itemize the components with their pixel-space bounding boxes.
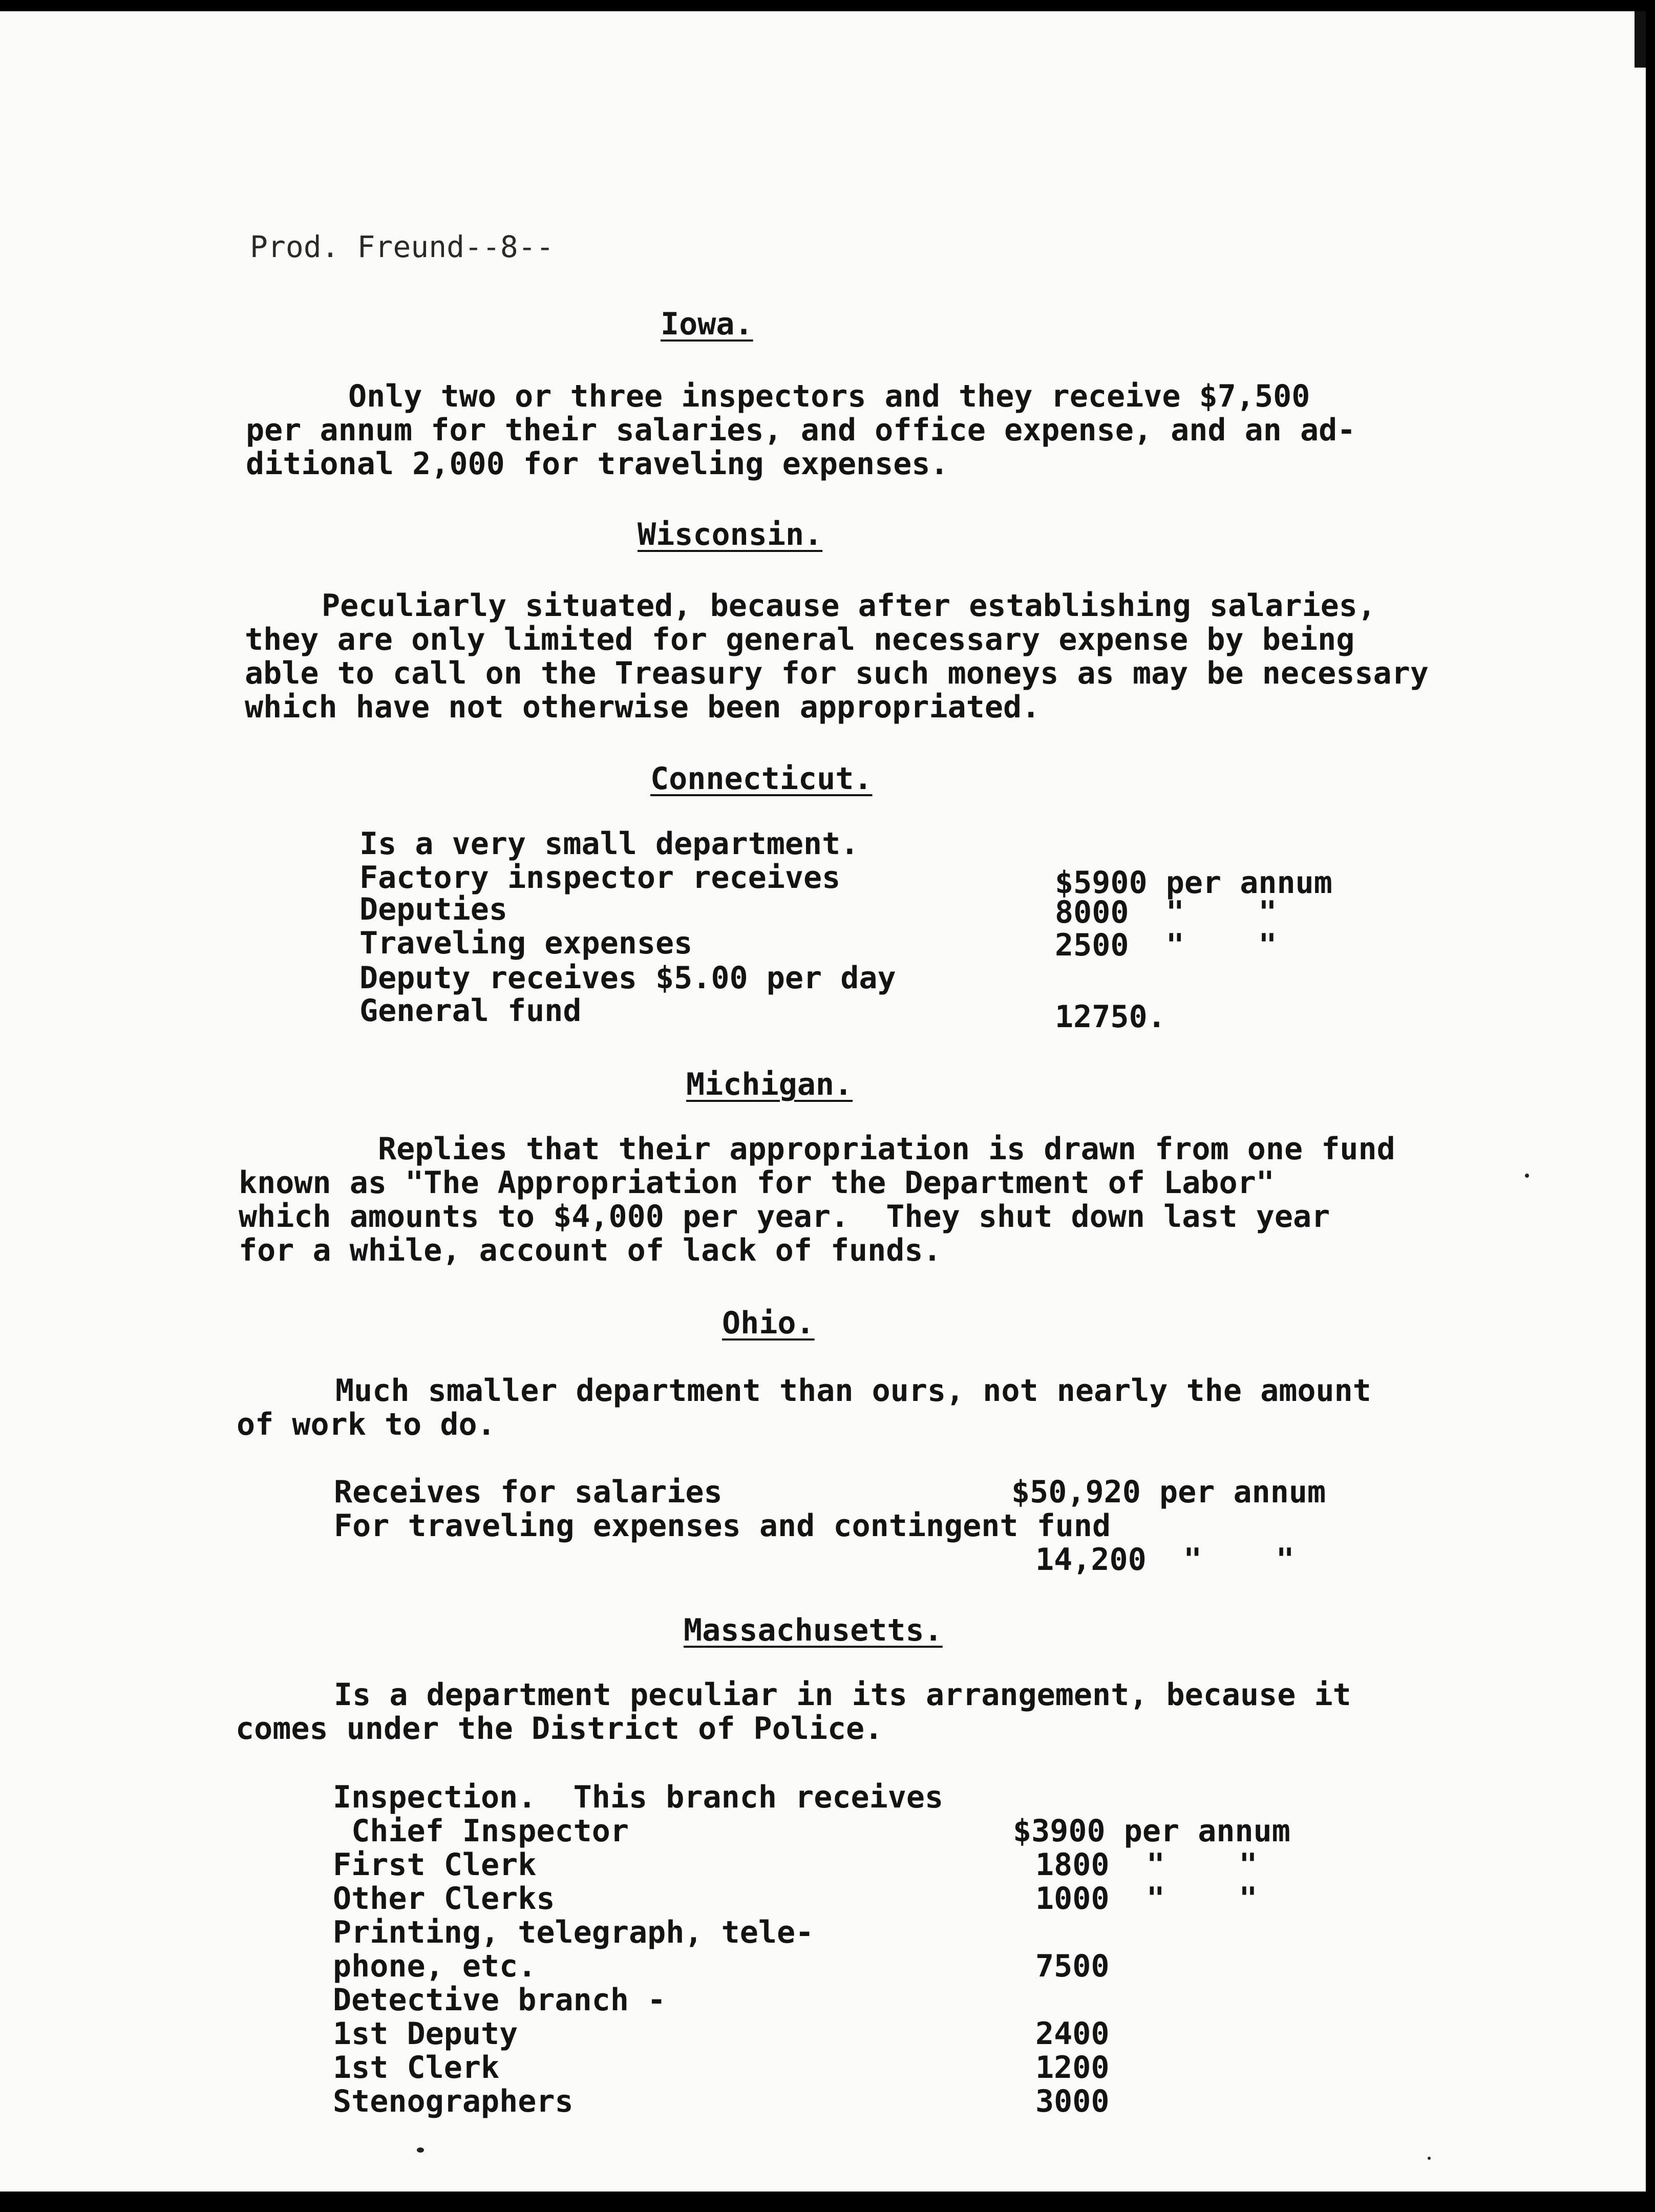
scan-corner-mark — [1635, 11, 1646, 68]
massachusetts-row-label: First Clerk — [333, 1847, 537, 1883]
massachusetts-row-label: Other Clerks — [333, 1881, 555, 1917]
massachusetts-row-label: Printing, telegraph, tele- — [333, 1915, 814, 1950]
wisconsin-line-4: which have not otherwise been appropriated. — [245, 689, 1041, 725]
ohio-row-label: Receives for salaries — [334, 1474, 723, 1510]
massachusetts-row-amount: 1800 " " — [1035, 1847, 1258, 1883]
massachusetts-row-label: 1st Clerk — [333, 2050, 500, 2086]
iowa-line-1: Only two or three inspectors and they receive $7,500 — [348, 378, 1310, 414]
connecticut-row-amount: 2500 " " — [1055, 927, 1277, 963]
connecticut-row-amount: 8000 " " — [1055, 895, 1277, 930]
wisconsin-line-1: Peculiarly situated, because after establishing salaries, — [322, 588, 1376, 624]
ohio-line-1: Much smaller department than ours, not nearly the amount — [335, 1373, 1371, 1409]
michigan-line-2: known as "The Appropriation for the Department of Labor" — [239, 1165, 1275, 1201]
scan-speck — [417, 2147, 424, 2153]
massachusetts-row-label: Detective branch - — [333, 1982, 666, 2018]
massachusetts-row-amount: 2400 — [1035, 2016, 1110, 2052]
massachusetts-line-2: comes under the District of Police. — [236, 1711, 883, 1747]
scan-speck — [1525, 1174, 1529, 1178]
iowa-line-3: ditional 2,000 for traveling expenses. — [246, 446, 949, 482]
connecticut-row-amount: 12750. — [1055, 999, 1166, 1035]
massachusetts-row-label: Chief Inspector — [333, 1813, 629, 1849]
document-page — [0, 11, 1646, 2192]
section-heading-michigan: Michigan. — [686, 1067, 853, 1102]
massachusetts-row-amount: 1000 " " — [1035, 1881, 1258, 1917]
connecticut-intro: Is a very small department. — [359, 826, 859, 862]
massachusetts-row-label: phone, etc. — [333, 1948, 537, 1984]
ohio-row-amount: $50,920 per annum — [1011, 1474, 1326, 1510]
massachusetts-row-label: Stenographers — [333, 2083, 574, 2119]
ohio-row-amount: 14,200 " " — [1035, 1542, 1295, 1578]
massachusetts-row-amount: $3900 per annum — [1013, 1813, 1290, 1849]
wisconsin-line-2: they are only limited for general necessary expense by being — [245, 622, 1355, 657]
massachusetts-row-amount: 3000 — [1035, 2083, 1110, 2119]
connecticut-row-label: Deputies — [359, 891, 507, 927]
connecticut-row-label: Factory inspector receives — [359, 860, 841, 896]
ohio-row-label: For traveling expenses and contingent fund — [334, 1508, 1111, 1544]
page-header: Prod. Freund--8-- — [250, 229, 554, 264]
section-heading-wisconsin: Wisconsin. — [638, 517, 823, 552]
massachusetts-row-label: Inspection. This branch receives — [333, 1779, 944, 1815]
connecticut-row-amount: $5900 per annum — [1055, 865, 1332, 901]
ohio-line-2: of work to do. — [237, 1407, 496, 1442]
section-heading-connecticut: Connecticut. — [650, 761, 873, 797]
scan-speck — [1428, 2157, 1431, 2160]
section-heading-ohio: Ohio. — [722, 1305, 815, 1341]
massachusetts-row-label: 1st Deputy — [333, 2016, 518, 2052]
massachusetts-row-amount: 7500 — [1035, 1948, 1110, 1984]
section-heading-iowa: Iowa. — [661, 306, 753, 342]
massachusetts-row-amount: 1200 — [1035, 2050, 1110, 2086]
michigan-line-1: Replies that their appropriation is drawn from one fund — [378, 1131, 1395, 1167]
michigan-line-4: for a while, account of lack of funds. — [239, 1232, 942, 1268]
section-heading-massachusetts: Massachusetts. — [684, 1612, 943, 1648]
connecticut-row-label: General fund — [359, 993, 582, 1029]
connecticut-row-label: Traveling expenses — [359, 925, 693, 961]
connecticut-row-label: Deputy receives $5.00 per day — [359, 960, 896, 996]
massachusetts-line-1: Is a department peculiar in its arrangement, because it — [334, 1677, 1351, 1713]
iowa-line-2: per annum for their salaries, and office expense, and an ad- — [246, 412, 1356, 448]
wisconsin-line-3: able to call on the Treasury for such moneys as may be necessary — [245, 655, 1429, 691]
michigan-line-3: which amounts to $4,000 per year. They shut down last year — [239, 1199, 1330, 1235]
